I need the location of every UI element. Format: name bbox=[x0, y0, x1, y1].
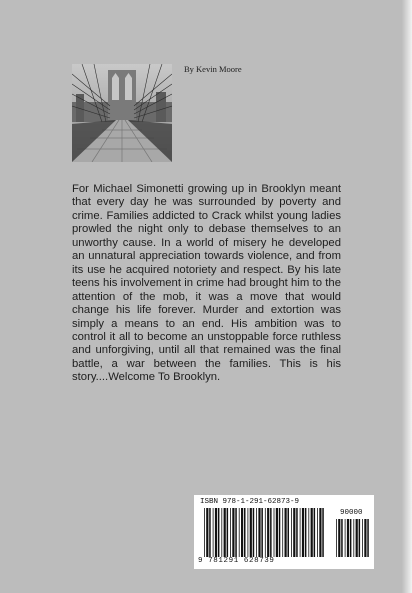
author-byline: By Kevin Moore bbox=[184, 64, 242, 74]
cover-photo bbox=[72, 64, 172, 162]
isbn-barcode bbox=[194, 495, 374, 569]
page-edge bbox=[402, 0, 412, 593]
back-cover-blurb: For Michael Simonetti growing up in Brooklyn meant that every day he was surrounded by poverty and crime. Families addicted to Crack whilst young ladies prowled the night only to debase themselves to an unworthy cause. In a world of misery he developed an unnatural appreciation towards violence, and from its use he acquired notoriety and respect. By his late teens his involvement in crime had brought him to the attention of the mob, it was a move that would change his life forever. Murder and extortion was simply a means to an end. His ambition was to control it all to become an unstoppable force ruthless and unforgiving, until all that remained was the final battle, a war between the families. This is his story....Welcome To Brooklyn. bbox=[72, 183, 341, 384]
bridge-photo-image bbox=[72, 64, 172, 162]
price-code: 90000 bbox=[340, 509, 363, 517]
barcode-digits: 9 781291 628739 bbox=[198, 557, 275, 565]
isbn-text: ISBN 978-1-291-62873-9 bbox=[200, 498, 300, 506]
